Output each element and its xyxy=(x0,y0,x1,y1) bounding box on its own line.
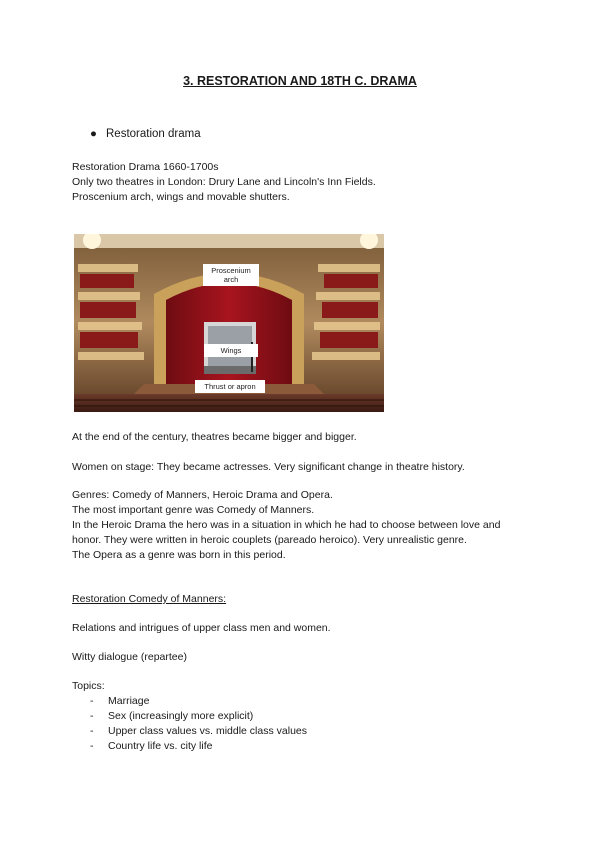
intro-line: Proscenium arch, wings and movable shutters. xyxy=(72,191,290,203)
witty-paragraph: Witty dialogue (repartee) xyxy=(72,651,187,663)
proscenium-label: Proscenium arch xyxy=(203,264,259,286)
women-paragraph: Women on stage: They became actresses. Very significant change in theatre history. xyxy=(72,461,465,473)
dash-icon: - xyxy=(90,725,94,737)
list-item: - Marriage xyxy=(90,695,150,707)
bullet-icon: ● xyxy=(90,128,97,140)
genres-paragraph xyxy=(72,488,532,563)
section-bullet-text: Restoration drama xyxy=(106,128,201,140)
bigger-paragraph: At the end of the century, theatres became bigger and bigger. xyxy=(72,431,357,443)
relations-paragraph: Relations and intrigues of upper class men and women. xyxy=(72,622,331,634)
intro-line: Only two theatres in London: Drury Lane and Lincoln's Inn Fields. xyxy=(72,176,376,188)
topics-label: Topics: xyxy=(72,680,105,692)
genres-line: Genres: Comedy of Manners, Heroic Drama and Opera. xyxy=(72,489,333,501)
genres-line: The Opera as a genre was born in this period. xyxy=(72,549,286,561)
list-item: - Upper class values vs. middle class values xyxy=(90,725,307,737)
topics-list xyxy=(72,694,472,754)
dash-icon: - xyxy=(90,695,94,707)
thrust-label: Thrust or apron xyxy=(195,380,265,393)
theatre-photo xyxy=(74,234,384,412)
wings-label: Wings xyxy=(204,344,258,357)
dash-icon: - xyxy=(90,710,94,722)
genres-line: The most important genre was Comedy of Manners. xyxy=(72,504,315,516)
intro-paragraph xyxy=(72,160,542,205)
comedy-heading: Restoration Comedy of Manners: xyxy=(72,593,227,605)
list-item: - Country life vs. city life xyxy=(90,740,213,752)
section-bullet xyxy=(90,128,201,140)
dash-icon: - xyxy=(90,740,94,752)
list-item: - Sex (increasingly more explicit) xyxy=(90,710,254,722)
intro-line: Restoration Drama 1660-1700s xyxy=(72,161,219,173)
topics-section xyxy=(72,679,472,754)
genres-line: In the Heroic Drama the hero was in a situation in which he had to choose between love and honor. They were written in heroic couplets (pareado heroico). Very unrealistic genre. xyxy=(72,519,501,546)
page-title: 3. RESTORATION AND 18TH C. DRAMA xyxy=(183,74,417,88)
